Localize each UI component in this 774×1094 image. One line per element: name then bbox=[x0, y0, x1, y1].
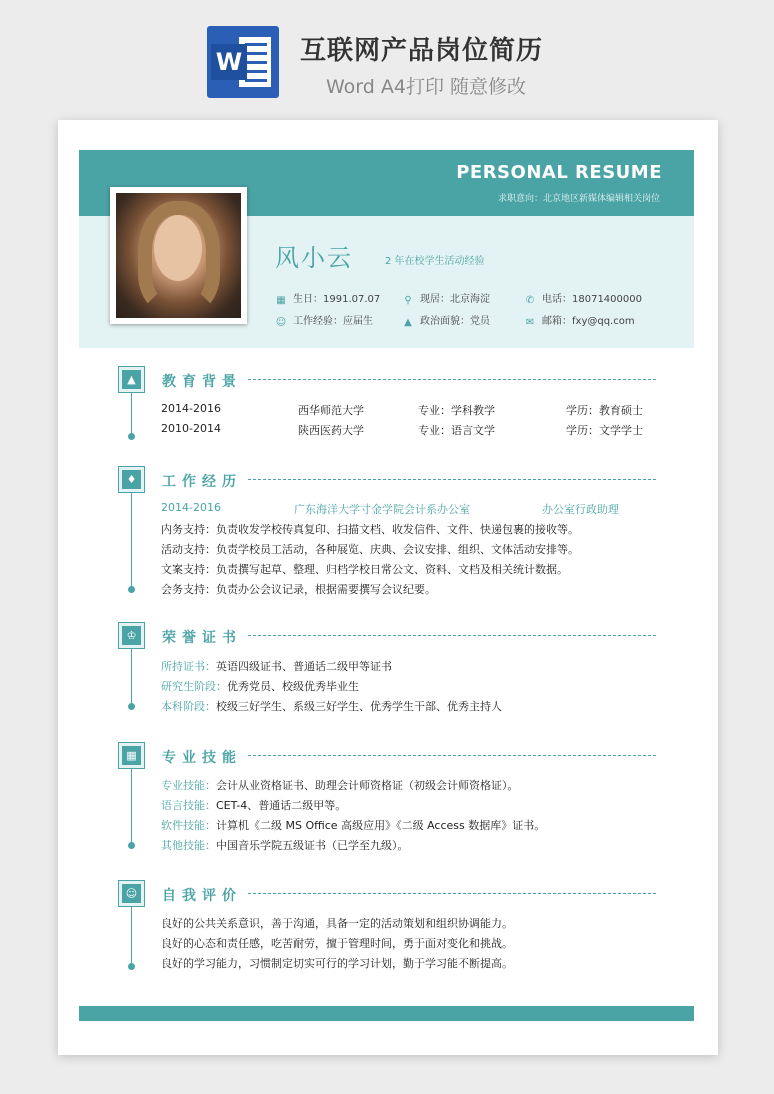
email-info bbox=[524, 312, 635, 328]
trophy-icon: ♔ bbox=[119, 623, 144, 648]
work-line: 会务支持：负责办公会议记录，根据需要撰写会议纪要。 bbox=[161, 583, 436, 596]
skill-item bbox=[161, 777, 519, 793]
edu-degree: 学历：教育硕士 bbox=[566, 404, 643, 417]
experience-note: 2 年在校学生活动经验 bbox=[385, 256, 485, 267]
work-period: 2014-2016 bbox=[161, 501, 221, 514]
profile-photo bbox=[110, 187, 247, 324]
skill-text: 会计从业资格证书、助理会计师资格证（初级会计师资格证）。 bbox=[216, 779, 519, 792]
skill-item bbox=[161, 837, 409, 853]
calendar-icon: ▦ bbox=[276, 295, 286, 306]
graduation-cap-icon: ▲ bbox=[119, 367, 144, 392]
windows-grid-icon: ▦ bbox=[119, 743, 144, 768]
section-title-self: 自我评价 bbox=[162, 888, 242, 904]
work-line: 内务支持：负责收发学校传真复印、扫描文档、收发信件、文件、快递包裹的接收等。 bbox=[161, 523, 579, 536]
phone-icon: ✆ bbox=[525, 295, 535, 306]
skill-text: CET-4、普通话二级甲等。 bbox=[216, 799, 347, 812]
edu-major: 专业：学科教学 bbox=[418, 404, 495, 417]
skill-label: 专业技能： bbox=[161, 779, 216, 792]
politics-text: 政治面貌：党员 bbox=[420, 316, 490, 327]
birth-info bbox=[275, 290, 380, 306]
edu-degree: 学历：文学学士 bbox=[566, 424, 643, 437]
edu-period: 2010-2014 bbox=[161, 422, 221, 435]
skill-item bbox=[161, 797, 346, 813]
banner-subtitle: Word A4打印 随意修改 bbox=[326, 76, 527, 98]
top-banner bbox=[0, 0, 774, 118]
timeline-line bbox=[131, 480, 132, 590]
politics-info bbox=[402, 312, 490, 328]
birth-text: 生日：1991.07.07 bbox=[293, 294, 381, 305]
work-company: 广东海洋大学寸金学院会计系办公室 bbox=[294, 503, 470, 516]
word-letter: W bbox=[211, 44, 247, 80]
honor-label: 研究生阶段： bbox=[161, 680, 227, 693]
person-icon: ☺ bbox=[275, 317, 287, 328]
honor-item bbox=[161, 678, 359, 694]
honor-item bbox=[161, 658, 392, 674]
section-divider bbox=[248, 479, 656, 480]
section-divider bbox=[248, 755, 656, 756]
phone-info bbox=[524, 290, 642, 306]
skill-label: 软件技能： bbox=[161, 819, 216, 832]
timeline-line bbox=[131, 756, 132, 846]
honor-text: 校级三好学生、系级三好学生、优秀学生干部、优秀主持人 bbox=[216, 700, 502, 713]
section-divider bbox=[248, 635, 656, 636]
self-line: 良好的公共关系意识，善于沟通，具备一定的活动策划和组织协调能力。 bbox=[161, 917, 513, 930]
footer-bar bbox=[79, 1006, 694, 1021]
experience-text: 工作经验：应届生 bbox=[293, 316, 373, 327]
honor-text: 优秀党员、校级优秀毕业生 bbox=[227, 680, 359, 693]
honor-text: 英语四级证书、普通话二级甲等证书 bbox=[216, 660, 392, 673]
location-info bbox=[402, 290, 490, 306]
person-icon: ☺ bbox=[119, 881, 144, 906]
timeline-dot bbox=[128, 842, 135, 849]
candidate-name: 风小云 bbox=[275, 244, 353, 272]
edu-major: 专业：语言文学 bbox=[418, 424, 495, 437]
edu-period: 2014-2016 bbox=[161, 402, 221, 415]
timeline-dot bbox=[128, 586, 135, 593]
graduation-cap-icon: ▲ bbox=[404, 317, 412, 328]
tie-icon: ♦ bbox=[119, 467, 144, 492]
work-line: 文案支持：负责撰写起草、整理、归档学校日常公文、资料、文档及相关统计数据。 bbox=[161, 563, 568, 576]
skill-label: 其他技能： bbox=[161, 839, 216, 852]
timeline-dot bbox=[128, 963, 135, 970]
job-intent: 求职意向：北京地区新媒体编辑相关岗位 bbox=[497, 194, 660, 204]
timeline-dot bbox=[128, 703, 135, 710]
work-line: 活动支持：负责学校员工活动，各种展览、庆典、会议安排、组织、文体活动安排等。 bbox=[161, 543, 579, 556]
phone-text: 电话：18071400000 bbox=[542, 294, 642, 305]
email-text: 邮箱：fxy@qq.com bbox=[542, 316, 635, 327]
skill-text: 计算机《二级 MS Office 高级应用》《二级 Access 数据库》证书。 bbox=[216, 819, 546, 832]
skill-label: 语言技能： bbox=[161, 799, 216, 812]
work-position: 办公室行政助理 bbox=[542, 503, 619, 516]
skill-text: 中国音乐学院五级证书（已学至九级）。 bbox=[216, 839, 409, 852]
location-pin-icon: ⚲ bbox=[404, 295, 412, 306]
honor-label: 所持证书： bbox=[161, 660, 216, 673]
section-title-skills: 专业技能 bbox=[162, 750, 242, 766]
experience-info bbox=[275, 312, 373, 328]
timeline-dot bbox=[128, 433, 135, 440]
honor-item bbox=[161, 698, 502, 714]
resume-page bbox=[58, 120, 718, 1055]
resume-title: PERSONAL RESUME bbox=[456, 162, 662, 183]
edu-school: 西华师范大学 bbox=[298, 404, 364, 417]
word-app-icon bbox=[207, 26, 279, 98]
self-line: 良好的学习能力，习惯制定切实可行的学习计划，勤于学习能不断提高。 bbox=[161, 957, 513, 970]
location-text: 现居：北京海淀 bbox=[420, 294, 490, 305]
banner-title: 互联网产品岗位简历 bbox=[300, 36, 544, 66]
section-divider bbox=[248, 893, 656, 894]
section-title-honors: 荣誉证书 bbox=[162, 630, 242, 646]
self-line: 良好的心态和责任感，吃苦耐劳，擅于管理时间，勇于面对变化和挑战。 bbox=[161, 937, 513, 950]
mail-icon: ✉ bbox=[525, 317, 535, 328]
edu-school: 陕西医药大学 bbox=[298, 424, 364, 437]
honor-label: 本科阶段： bbox=[161, 700, 216, 713]
skill-item bbox=[161, 817, 545, 833]
section-divider bbox=[248, 379, 656, 380]
section-title-work: 工作经历 bbox=[162, 474, 242, 490]
section-title-education: 教育背景 bbox=[162, 374, 242, 390]
